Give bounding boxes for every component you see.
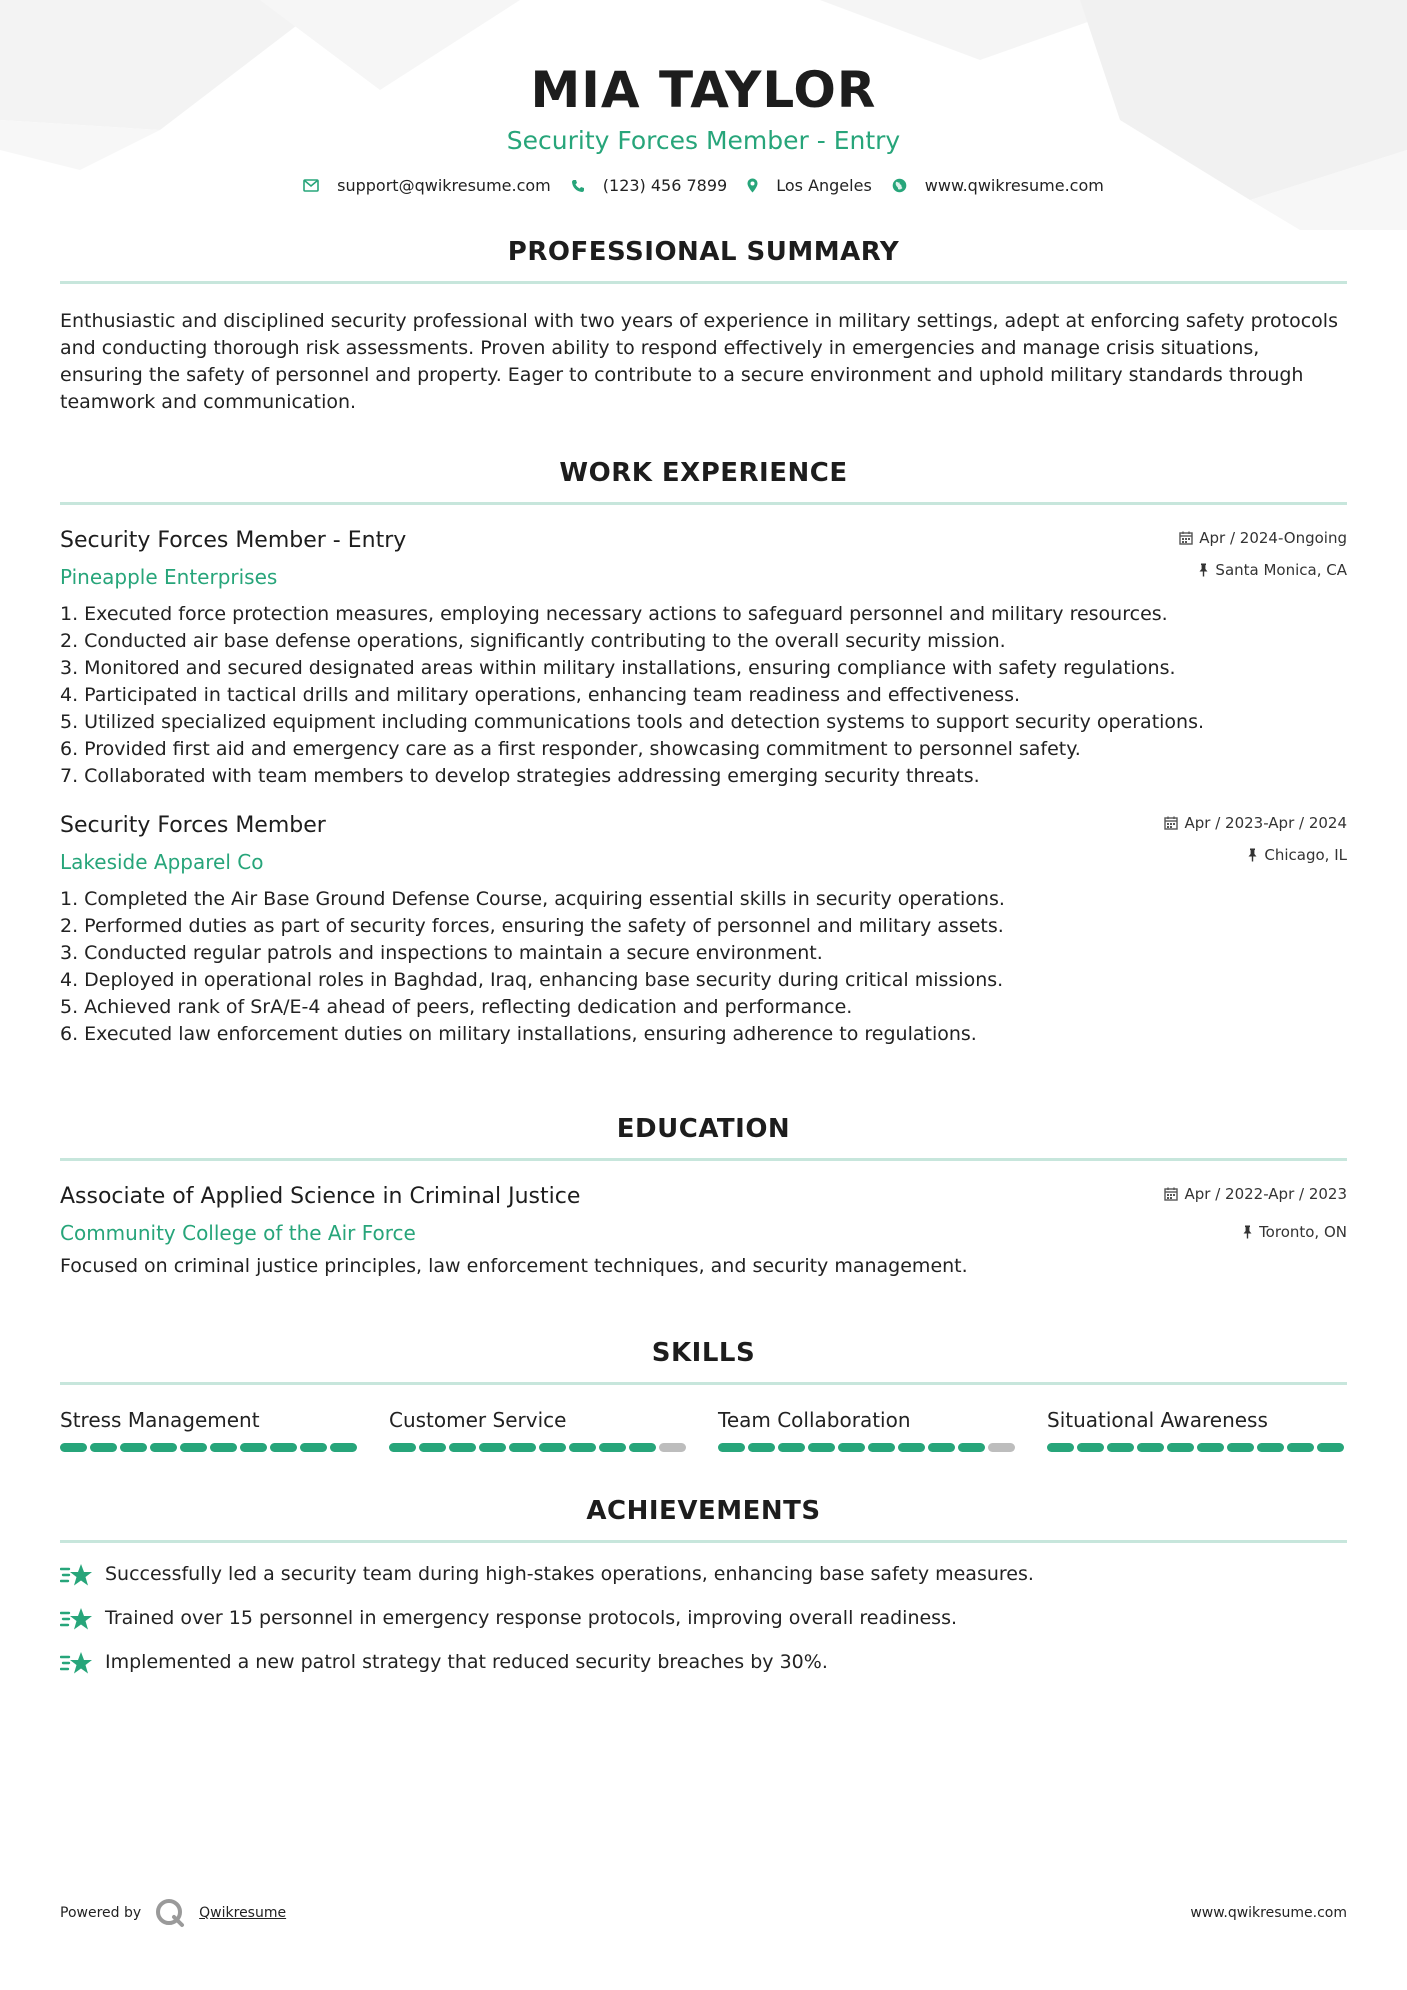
contact-website[interactable] [892,176,1104,195]
education-entry [60,1183,1347,1280]
skills-heading: SKILLS [651,1338,756,1368]
phone-text: (123) 456 7899 [602,176,728,195]
skill-segment-filled [90,1443,117,1452]
skill-segment-empty [659,1443,686,1452]
section-divider [60,281,1347,284]
list-item: 5. Achieved rank of SrA/E-4 ahead of peers, reflecting dedication and performance. [60,996,853,1018]
skill-level-bar [60,1443,360,1452]
candidate-title: Security Forces Member - Entry [506,126,901,155]
star-icon [60,1651,93,1675]
skill-name: Team Collaboration [718,1408,911,1432]
skill-segment-filled [1047,1443,1074,1452]
powered-by [60,1898,286,1928]
achievements-heading: ACHIEVEMENTS [586,1496,821,1526]
skill-segment-filled [599,1443,626,1452]
section-divider [60,1158,1347,1161]
globe-icon [892,178,907,193]
contact-email[interactable] [303,176,551,195]
job-entry [60,812,1347,1048]
list-item: 4. Deployed in operational roles in Baghdad, Iraq, enhancing base security during critical missions. [60,969,1004,991]
education-section [60,1114,1347,1280]
skill-segment-filled [210,1443,237,1452]
summary-section [60,237,1347,416]
job-location: Chicago, IL [1264,846,1347,864]
skill-segment-filled [270,1443,297,1452]
achievement-text: Successfully led a security team during high-stakes operations, enhancing base safety measures. [105,1563,1034,1585]
summary-heading: PROFESSIONAL SUMMARY [507,237,900,267]
list-item: 1. Executed force protection measures, employing necessary actions to safeguard personnel and military resources. [60,603,1168,625]
powered-by-label: Powered by [60,1905,142,1921]
contact-phone[interactable] [571,176,727,195]
education-heading: EDUCATION [616,1114,791,1144]
skill-segment-filled [1137,1443,1164,1452]
star-icon [60,1563,93,1587]
list-item: 5. Utilized specialized equipment including communications tools and detection systems to support security operations. [60,711,1205,733]
skill-segment-filled [389,1443,416,1452]
achievement-text: Implemented a new patrol strategy that reduced security breaches by 30%. [105,1651,828,1673]
education-dates: Apr / 2022-Apr / 2023 [1184,1185,1347,1203]
skill-segment-filled [449,1443,476,1452]
skill-segment-filled [808,1443,835,1452]
star-icon [60,1607,93,1631]
achievement-item [60,1649,1347,1676]
skill-segment-filled [539,1443,566,1452]
skill-segment-filled [479,1443,506,1452]
education-location: Toronto, ON [1259,1223,1347,1241]
email-text: support@qwikresume.com [337,176,551,195]
skill-level-bar [1047,1443,1347,1452]
skill-segment-filled [419,1443,446,1452]
footer-website[interactable]: www.qwikresume.com [1190,1905,1347,1921]
skill-segment-filled [928,1443,955,1452]
candidate-name: MIA TAYLOR [530,61,877,119]
skill-segment-filled [748,1443,775,1452]
list-item: 7. Collaborated with team members to develop strategies addressing emerging security threats. [60,765,980,787]
skill-segment-filled [330,1443,357,1452]
skill-segment-empty [988,1443,1015,1452]
skill-item [389,1407,689,1452]
skill-segment-filled [838,1443,865,1452]
page-footer [60,1898,1347,1928]
skill-level-bar [389,1443,689,1452]
qwikresume-logo-icon [155,1898,185,1928]
brand-link[interactable]: Qwikresume [199,1905,287,1921]
list-item: 6. Provided first aid and emergency care as a first responder, showcasing commitment to personnel safety. [60,738,1081,760]
skill-segment-filled [778,1443,805,1452]
skill-segment-filled [240,1443,267,1452]
skill-segment-filled [1287,1443,1314,1452]
skill-segment-filled [1317,1443,1344,1452]
achievements-section [60,1496,1347,1676]
achievement-text: Trained over 15 personnel in emergency response protocols, improving overall readiness. [105,1607,958,1629]
skill-segment-filled [180,1443,207,1452]
skill-segment-filled [569,1443,596,1452]
pushpin-icon [1198,563,1209,577]
skill-segment-filled [60,1443,87,1452]
pushpin-icon [1247,848,1258,862]
list-item: 3. Monitored and secured designated areas within military installations, ensuring compliance with safety regulations. [60,657,1176,679]
skill-segment-filled [1257,1443,1284,1452]
list-item: 2. Performed duties as part of security forces, ensuring the safety of personnel and military assets. [60,915,1004,937]
skills-section [60,1338,1347,1452]
skill-segment-filled [1227,1443,1254,1452]
skill-segment-filled [868,1443,895,1452]
section-divider [60,502,1347,505]
skill-segment-filled [120,1443,147,1452]
skill-item [60,1407,360,1452]
list-item: 4. Participated in tactical drills and military operations, enhancing team readiness and effectiveness. [60,684,1021,706]
job-company: Pineapple Enterprises [60,565,278,589]
resume-header [60,0,1347,195]
section-divider [60,1382,1347,1385]
contact-bar [60,176,1347,195]
skill-segment-filled [300,1443,327,1452]
job-dates: Apr / 2023-Apr / 2024 [1184,814,1347,832]
envelope-icon [303,179,319,192]
skill-item [718,1407,1018,1452]
skill-name: Stress Management [60,1408,260,1432]
skill-segment-filled [718,1443,745,1452]
list-item: 3. Conducted regular patrols and inspections to maintain a secure environment. [60,942,823,964]
job-dates: Apr / 2024-Ongoing [1199,529,1347,547]
skill-segment-filled [509,1443,536,1452]
skill-segment-filled [1107,1443,1134,1452]
skill-name: Situational Awareness [1047,1408,1268,1432]
school-name: Community College of the Air Force [60,1221,416,1245]
job-role: Security Forces Member [60,813,326,838]
skill-segment-filled [150,1443,177,1452]
skill-segment-filled [1197,1443,1224,1452]
skills-list [60,1407,1347,1452]
job-bullets [60,601,1347,790]
skill-name: Customer Service [389,1408,567,1432]
calendar-icon [1179,531,1193,545]
job-location: Santa Monica, CA [1215,561,1347,579]
summary-text: Enthusiastic and disciplined security professional with two years of experience in military settings, adept at enforcing safety protocols and conducting thorough risk assessments. Proven ability to respond effectively in emergencies and manage crisis situations, ensuring the safety of personnel and property. Eager to contribute to a secure environment and uphold military standards through teamwork and communication. [60,310,1338,413]
skill-segment-filled [1077,1443,1104,1452]
pushpin-icon [1242,1225,1253,1239]
degree-name: Associate of Applied Science in Criminal Justice [60,1184,581,1209]
website-text: www.qwikresume.com [924,176,1104,195]
education-description: Focused on criminal justice principles, law enforcement techniques, and security management. [60,1255,968,1277]
job-entry [60,527,1347,790]
location-text: Los Angeles [776,176,872,195]
job-bullets [60,886,1347,1048]
calendar-icon [1164,1187,1178,1201]
list-item: 6. Executed law enforcement duties on military installations, ensuring adherence to regulations. [60,1023,977,1045]
list-item: 1. Completed the Air Base Ground Defense Course, acquiring essential skills in security operations. [60,888,1005,910]
skill-level-bar [718,1443,1018,1452]
job-role: Security Forces Member - Entry [60,528,407,553]
skill-segment-filled [1167,1443,1194,1452]
experience-section [60,458,1347,1048]
calendar-icon [1164,816,1178,830]
contact-location [747,176,872,195]
list-item: 2. Conducted air base defense operations, significantly contributing to the overall security mission. [60,630,1006,652]
achievements-list [60,1561,1347,1676]
map-pin-icon [747,178,758,193]
job-company: Lakeside Apparel Co [60,850,264,874]
achievement-item [60,1605,1347,1632]
phone-icon [571,179,585,193]
experience-heading: WORK EXPERIENCE [559,458,848,488]
skill-segment-filled [629,1443,656,1452]
skill-segment-filled [898,1443,925,1452]
section-divider [60,1540,1347,1543]
achievement-item [60,1561,1347,1588]
skill-item [1047,1407,1347,1452]
skill-segment-filled [958,1443,985,1452]
